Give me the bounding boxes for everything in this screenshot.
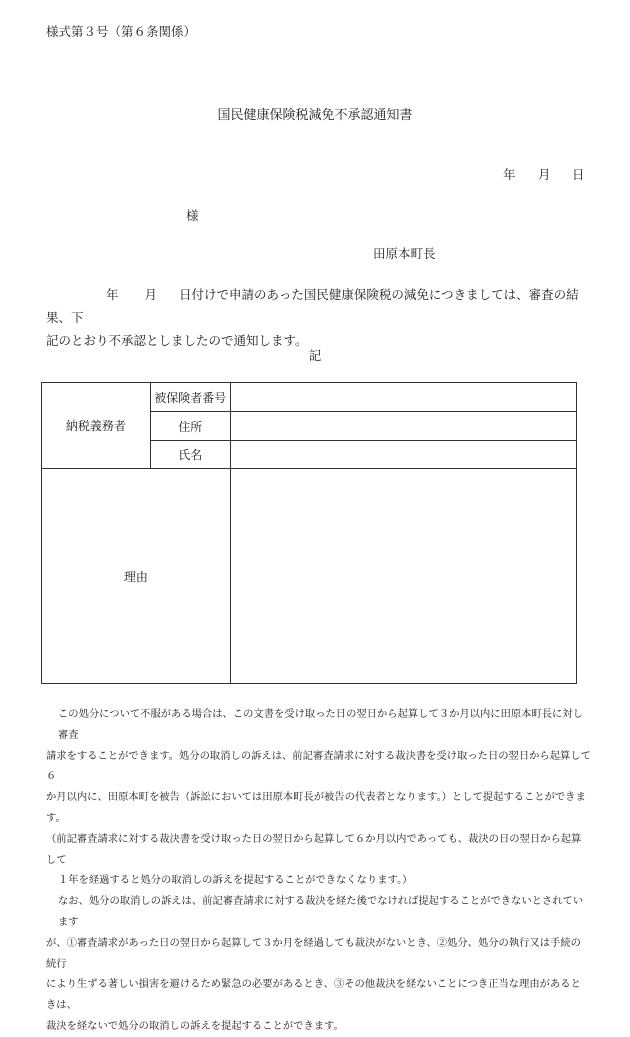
date-year-label: 年 bbox=[503, 167, 516, 182]
note-line: なお、処分の取消しの訴えは、前記審査請求に対する裁決を経た後でなければ提起することができないとされています bbox=[58, 895, 584, 928]
form-number: 様式第３号（第６条関係） bbox=[46, 24, 197, 39]
note-line: 裁決を経ないで処分の取消しの訴えを提起することができます。 bbox=[46, 1019, 344, 1032]
date-day-label: 日 bbox=[572, 167, 585, 182]
body-month-label: 月 bbox=[144, 287, 158, 302]
note-line: か月以内に、田原本町を被告（訴訟においては田原本町長が被告の代表者となります。）として提起することができます。 bbox=[46, 791, 586, 824]
note-line: １年を経過すると処分の取消しの訴えを提起することができなくなります。） bbox=[58, 874, 413, 887]
body-year-label: 年 bbox=[106, 287, 119, 302]
insured-number-cell bbox=[230, 383, 576, 412]
date-month-label: 月 bbox=[538, 167, 551, 182]
taxpayer-info-table bbox=[41, 382, 577, 684]
note-line: が、①審査請求があった日の翌日から起算して３か月を経過しても裁決がないとき、②処分、処分の執行又は手続の続行 bbox=[46, 936, 581, 970]
address-cell bbox=[230, 412, 576, 441]
document-title: 国民健康保険税減免不承認通知書 bbox=[217, 108, 413, 123]
name-label: 氏名 bbox=[150, 441, 230, 469]
body-text-line2: 記のとおり不承認としましたので通知します。 bbox=[46, 333, 308, 348]
reason-label: 理由 bbox=[42, 469, 231, 684]
addressee-suffix: 様 bbox=[186, 208, 199, 223]
note-line: この処分について不服がある場合は、この文書を受け取った日の翌日から起算して３か月以内に田原本町長に対し審査 bbox=[58, 708, 583, 741]
taxpayer-label: 納税義務者 bbox=[42, 383, 151, 469]
issuer-name: 田原本町長 bbox=[373, 246, 436, 261]
ki-heading: 記 bbox=[308, 348, 322, 363]
note-line: （前記審査請求に対する裁決書を受け取った日の翌日から起算して６か月以内であっても、裁決の日の翌日から起算して bbox=[46, 832, 582, 866]
note-line: 請求をすることができます。処分の取消しの訴えは、前記審査請求に対する裁決書を受け取った日の翌日から起算して６ bbox=[46, 749, 591, 783]
notice-body bbox=[46, 283, 591, 352]
reason-cell bbox=[230, 469, 576, 684]
note-line: により生ずる著しい損害を避けるため緊急の必要があるとき、③その他裁決を経ないことにつき正当な理由があるときは、 bbox=[46, 978, 581, 1012]
appeal-notes bbox=[46, 704, 591, 1037]
body-text-line1: 日付けで申請のあった国民健康保険税の減免につきましては、審査の結果、下 bbox=[46, 287, 579, 325]
address-label: 住所 bbox=[150, 412, 230, 441]
insured-number-label: 被保険者番号 bbox=[150, 383, 230, 412]
name-cell bbox=[230, 441, 576, 469]
